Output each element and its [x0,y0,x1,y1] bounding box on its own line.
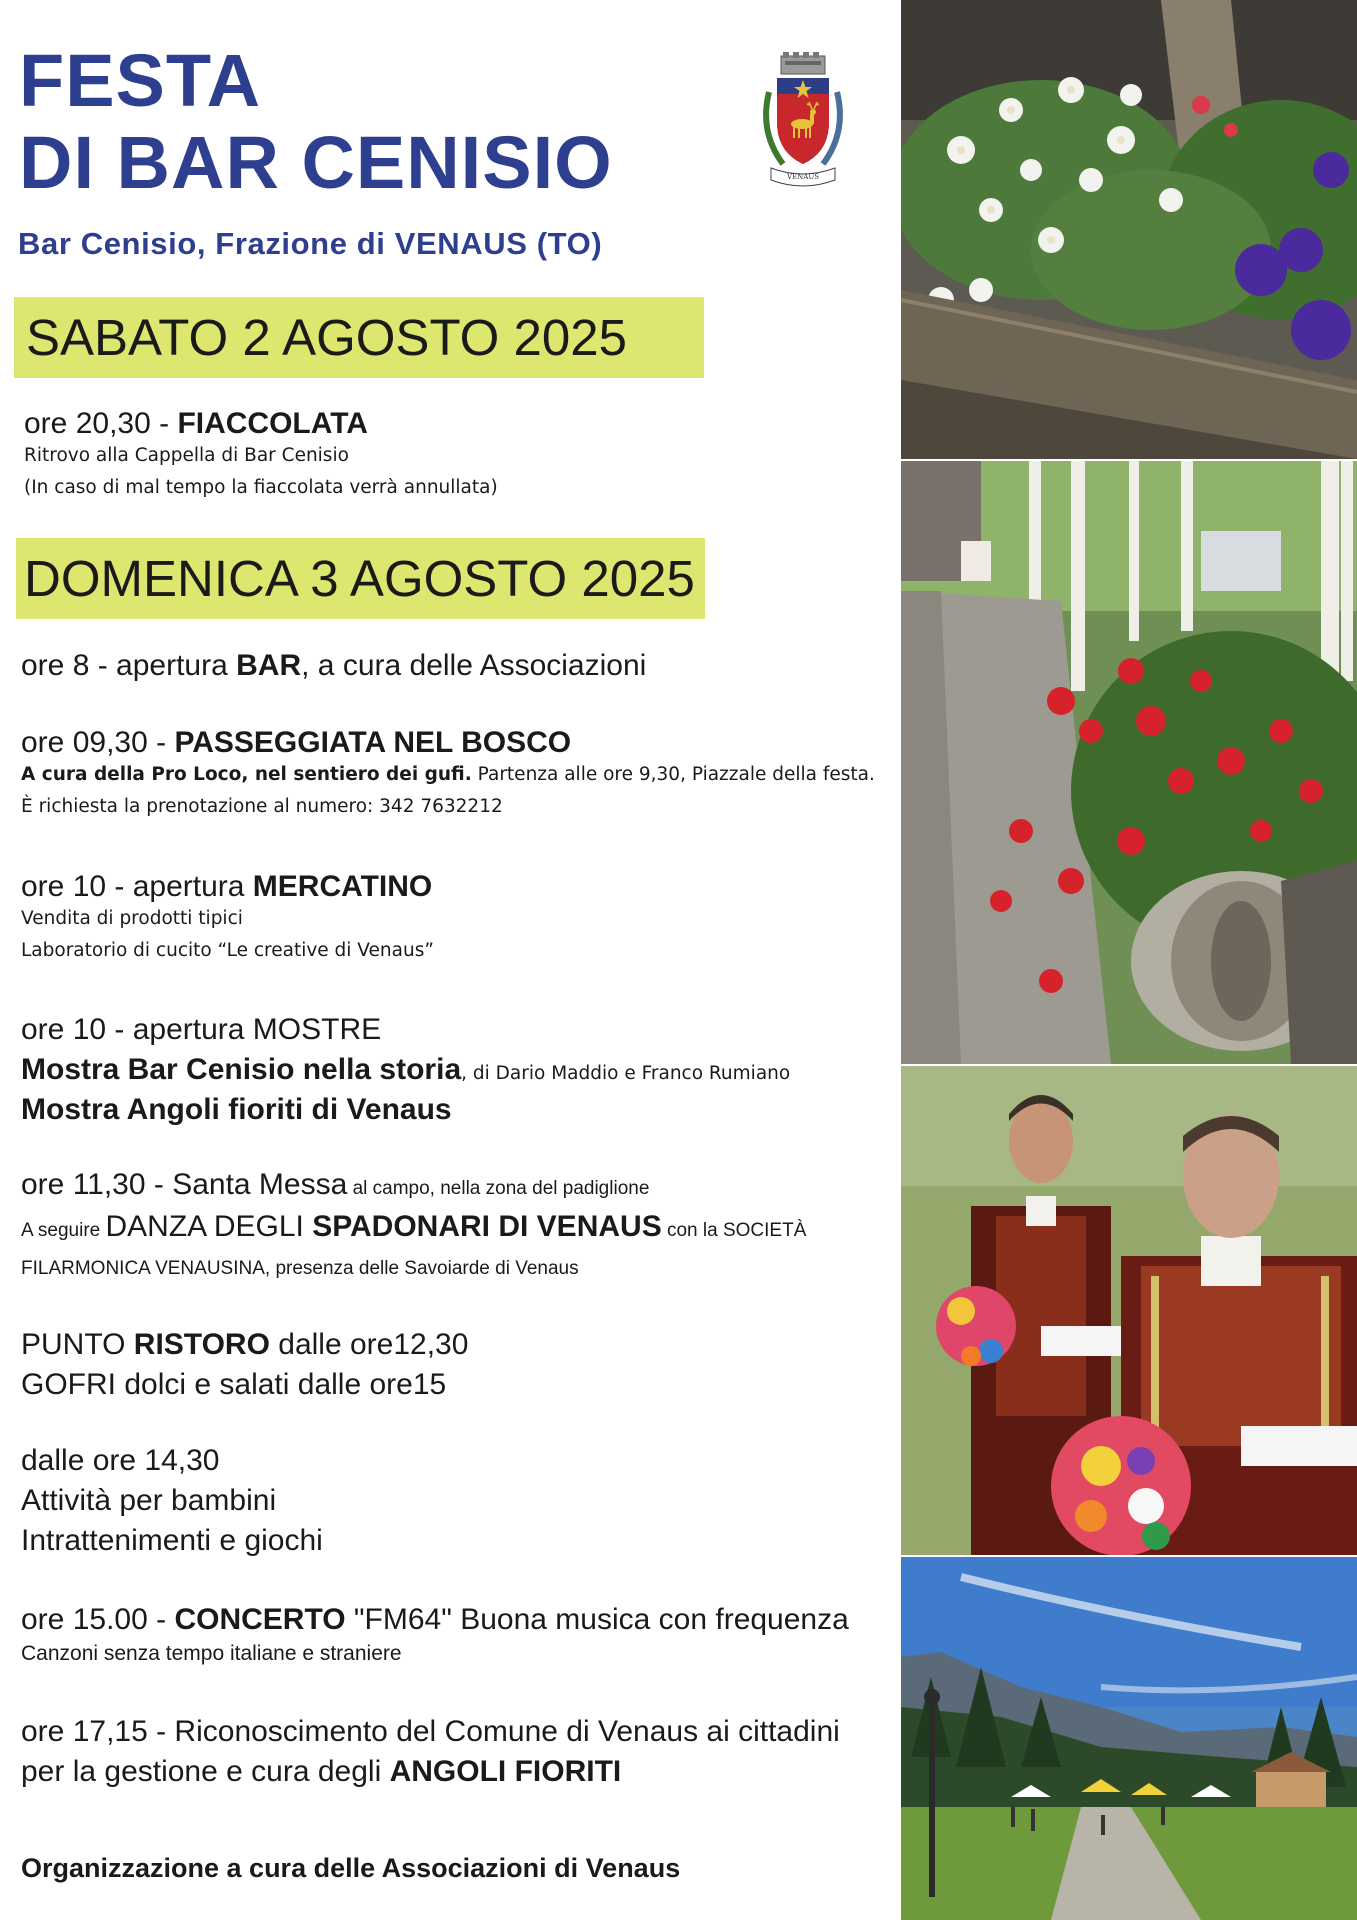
venaus-coat-of-arms-icon [755,52,851,190]
event-concert [21,1600,849,1670]
poster-title-line1: FESTA [19,39,262,122]
event-detail: al campo, nella zona del padiglione [347,1178,650,1199]
event-concert-detail: Canzoni senza tempo italiane e straniere [21,1642,402,1665]
event-time: ore 15.00 - [21,1603,175,1636]
organizer-footer: Organizzazione a cura delle Associazioni di Venaus [21,1853,681,1883]
event-dance-detail: FILARMONICA VENAUSINA, presenza delle Savoiarde di Venaus [21,1258,579,1279]
event-text: per la gestione e cura degli [21,1755,390,1788]
event-text: , a cura delle Associazioni [301,649,647,682]
event-bar-opening [21,646,646,686]
photo-spadonari-dancers [901,1066,1357,1555]
event-time: ore 09,30 - [21,726,175,759]
event-title: MERCATINO [252,870,433,903]
event-detail: A seguire [21,1220,106,1241]
event-exhibits [21,1010,790,1130]
event-title: ANGOLI FIORITI [389,1755,622,1788]
event-detail: con la SOCIETÀ [661,1220,807,1241]
event-walk-detail-2: È richiesta la prenotazione al numero: 342 7632212 [21,796,503,817]
photo-birch-path-geraniums [901,461,1357,1064]
saturday-date-text: SABATO 2 AGOSTO 2025 [26,309,627,366]
event-title: ore 11,30 - Santa Messa [21,1168,348,1201]
photo-edelweiss-planter [901,0,1357,459]
event-kids-line-2: Attività per bambini [21,1484,277,1517]
event-market-detail-1: Vendita di prodotti tipici [21,908,243,929]
event-title: BAR [236,649,302,682]
event-kids [21,1441,323,1561]
event-fiaccolata-detail-1: Ritrovo alla Cappella di Bar Cenisio [24,445,349,466]
event-mass-heading [21,1165,806,1209]
event-award-line-1: ore 17,15 - Riconoscimento del Comune di Venaus ai cittadini [21,1715,840,1748]
event-concert-heading [21,1600,849,1640]
event-title: FIACCOLATA [177,407,368,440]
event-text: dalle ore12,30 [269,1328,469,1361]
photo-festival-meadow [901,1557,1357,1920]
event-food [21,1325,468,1405]
event-title: PASSEGGIATA NEL BOSCO [174,726,572,759]
event-exhibit-1 [21,1050,790,1090]
event-detail: Partenza alle ore 9,30, Piazzale della festa. [471,764,875,785]
saturday-date-heading [14,297,704,378]
event-fiaccolata [21,404,498,504]
event-fiaccolata-detail-2: (In caso di mal tempo la fiaccolata verrà annullata) [24,477,498,498]
event-walk [21,723,875,823]
exhibit-authors: , di Dario Maddio e Franco Rumiano [461,1063,791,1084]
event-dance [21,1207,806,1251]
svg-text:VENAUS: VENAUS [786,173,820,181]
poster-subtitle: Bar Cenisio, Frazione di VENAUS (TO) [18,226,603,261]
event-time: ore 10 - apertura [21,870,253,903]
sunday-date-heading [16,538,705,619]
event-exhibit-2: Mostra Angoli fioriti di Venaus [21,1093,452,1126]
event-walk-heading [21,723,875,763]
exhibit-title: Mostra Bar Cenisio nella storia [21,1053,462,1086]
event-text: "FM64" Buona musica con frequenza [345,1603,849,1636]
sunday-date-text: DOMENICA 3 AGOSTO 2025 [24,550,695,607]
poster-title-line2: DI BAR CENISIO [19,121,613,204]
event-award [21,1712,840,1792]
event-time: ore 20,30 - [24,407,178,440]
event-mass [21,1165,806,1287]
event-market [21,867,434,967]
event-kids-line-1: dalle ore 14,30 [21,1444,220,1477]
event-detail-bold: A cura della Pro Loco, nel sentiero dei gufi. [21,764,472,785]
event-title: CONCERTO [174,1603,346,1636]
event-award-line-2 [21,1752,840,1792]
event-kids-line-3: Intrattenimenti e giochi [21,1524,323,1557]
event-text: PUNTO [21,1328,134,1361]
event-food-line-2: GOFRI dolci e salati dalle ore15 [21,1368,447,1401]
event-text: ore 8 - apertura [21,649,237,682]
event-fiaccolata-heading [24,404,498,444]
event-market-detail-2: Laboratorio di cucito “Le creative di Venaus” [21,940,434,961]
event-market-heading [21,867,434,907]
event-title: RISTORO [133,1328,270,1361]
event-walk-detail-1 [21,759,875,791]
photo-strip [901,0,1357,1920]
event-title-bold: SPADONARI DI VENAUS [312,1210,662,1243]
event-title: DANZA DEGLI [105,1210,313,1243]
event-food-line-1 [21,1325,468,1365]
event-exhibits-heading: ore 10 - apertura MOSTRE [21,1013,382,1046]
